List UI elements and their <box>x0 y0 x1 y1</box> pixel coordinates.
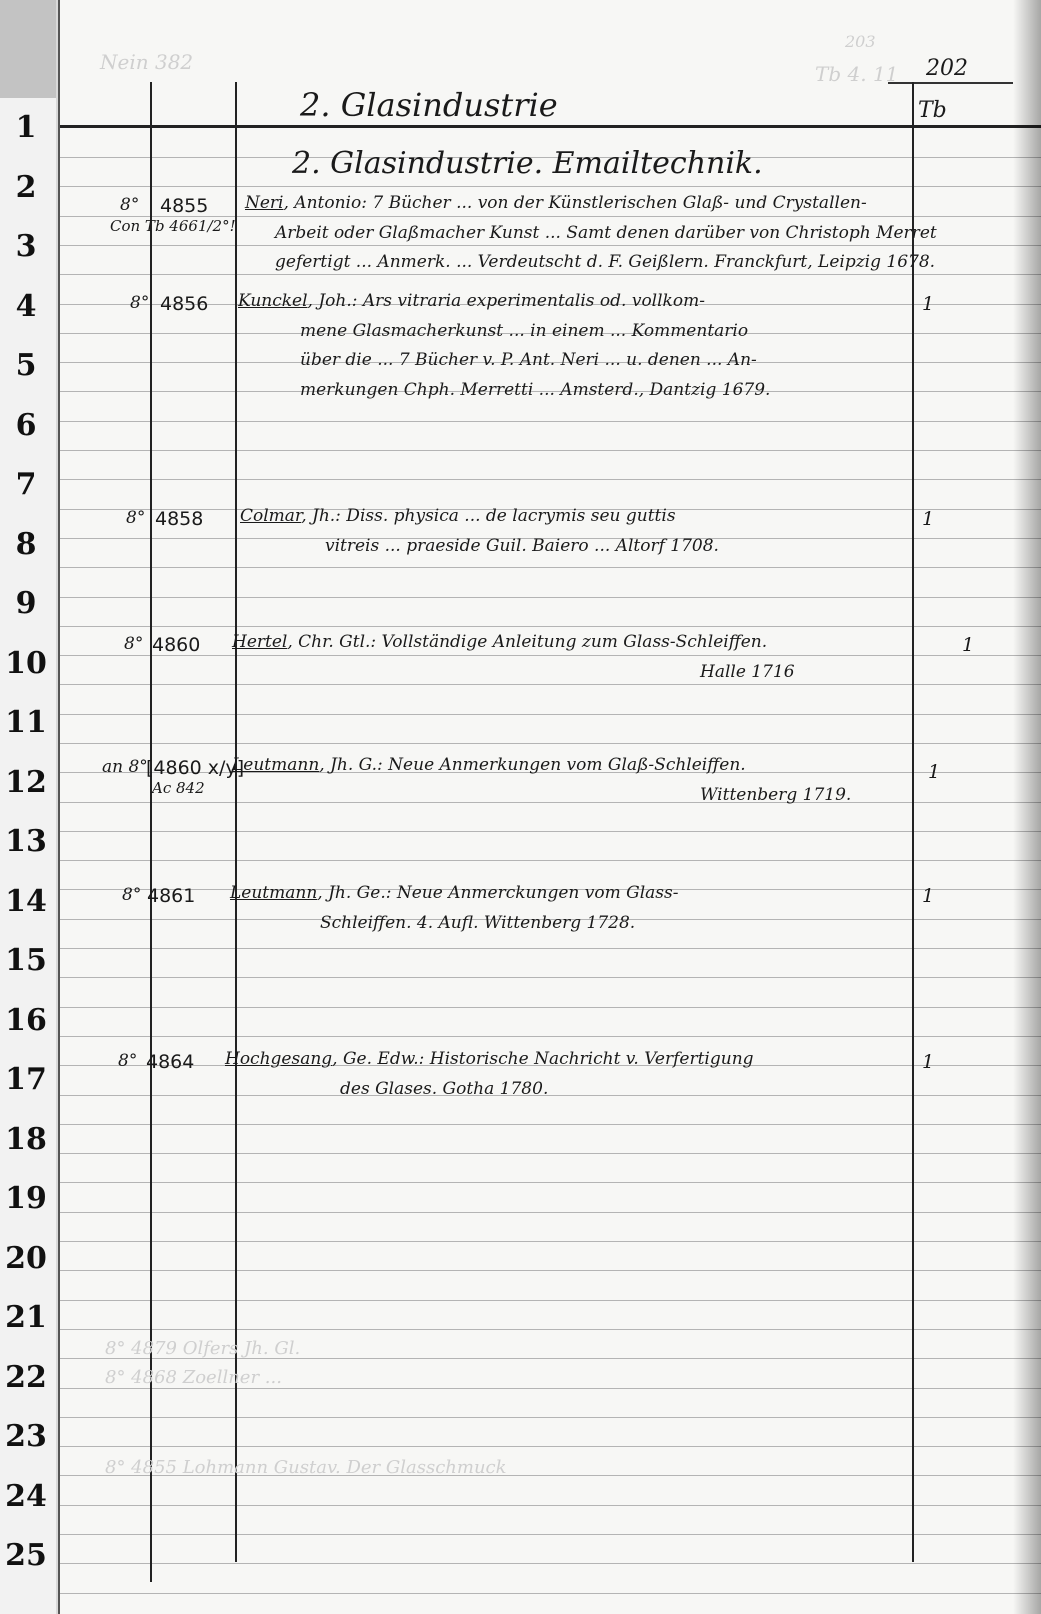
ruled-line <box>60 1417 1041 1418</box>
ruled-line <box>60 802 1041 803</box>
row-number: 9 <box>15 586 37 621</box>
row-number: 20 <box>5 1240 47 1276</box>
row-number: 18 <box>5 1121 47 1157</box>
row-number: 5 <box>15 348 37 383</box>
entry-title-line: mene Glasmacherkunst ... in einem ... Kommentario <box>300 320 749 341</box>
row-number: 8 <box>15 526 37 562</box>
ruled-line <box>60 977 1041 978</box>
row-number: 11 <box>5 705 47 740</box>
entry-author: Hertel <box>232 632 288 652</box>
row-number: 17 <box>5 1062 47 1097</box>
row-number: 4 <box>15 288 37 324</box>
entry-author: Leutmann <box>230 883 318 903</box>
entry-author: Neri <box>245 193 284 213</box>
ruled-line <box>60 1563 1041 1564</box>
row-number: 10 <box>5 645 47 681</box>
ruled-line <box>60 274 1041 275</box>
entry-format: 8° <box>124 634 144 654</box>
page-header-code: Tb <box>918 98 947 123</box>
entry-number: 4860 <box>152 634 201 656</box>
row-number: 1 <box>15 110 37 145</box>
ledger-page <box>58 0 1041 1614</box>
row-number: 21 <box>5 1300 47 1335</box>
entry-first-line <box>225 1049 754 1069</box>
ruled-line <box>60 684 1041 685</box>
entry-first-line <box>230 883 678 903</box>
row-number: 22 <box>5 1359 47 1395</box>
entry-count: 1 <box>922 1051 935 1073</box>
ruled-line <box>60 831 1041 832</box>
row-number: 13 <box>5 824 47 859</box>
entry-title-text: , Antonio: 7 Bücher ... von der Künstlerischen Glaß- und Crystallen- <box>283 193 867 213</box>
row-number: 3 <box>15 229 37 264</box>
ruled-line <box>60 1007 1041 1008</box>
entry-title-line: Schleiffen. 4. Aufl. Wittenberg 1728. <box>320 912 636 933</box>
entry-title-text: , Jh. G.: Neue Anmerkungen vom Glaß-Schleiffen. <box>319 755 746 775</box>
entry-title-text: , Ge. Edw.: Historische Nachricht v. Verfertigung <box>332 1049 754 1069</box>
ruled-line <box>60 1095 1041 1096</box>
header-rule <box>60 125 1041 128</box>
ruled-line <box>60 450 1041 451</box>
entry-title-line: Arbeit oder Glaßmacher Kunst ... Samt denen darüber von Christoph Merret <box>275 222 937 243</box>
entry-count: 1 <box>922 293 935 315</box>
entry-format: 8° <box>118 1051 138 1071</box>
entry-number: 4864 <box>146 1051 195 1073</box>
gutter-header-block <box>0 0 56 98</box>
row-number: 25 <box>5 1538 47 1573</box>
row-number: 7 <box>15 467 37 502</box>
row-number: 16 <box>5 1002 47 1038</box>
entry-first-line <box>238 291 705 311</box>
entry-count: 1 <box>962 634 975 656</box>
ghost-text-top-right: Tb 4. 11 <box>815 62 899 86</box>
row-number: 12 <box>5 764 47 800</box>
ruled-line <box>60 479 1041 480</box>
ghost-text-top-left: Nein 382 <box>100 50 194 74</box>
page-edge-shadow <box>1013 0 1041 1614</box>
row-number: 14 <box>5 883 47 919</box>
entry-title-text: , Jh.: Diss. physica ... de lacrymis seu guttis <box>301 506 676 526</box>
page-header-title: 2. Glasindustrie <box>300 86 558 124</box>
entry-author: Colmar <box>240 506 302 526</box>
row-number: 19 <box>5 1181 47 1216</box>
ruled-line <box>60 860 1041 861</box>
ruled-line <box>60 1329 1041 1330</box>
ruled-line <box>60 1212 1041 1213</box>
ruled-line <box>60 1241 1041 1242</box>
entry-title-line: des Glases. Gotha 1780. <box>340 1078 549 1099</box>
ruled-line <box>60 186 1041 187</box>
entry-number: [4860 x/y] <box>146 757 245 779</box>
entry-format: 8° <box>120 195 140 215</box>
ruled-line <box>60 655 1041 656</box>
entry-first-line <box>240 506 676 526</box>
ruled-line <box>60 626 1041 627</box>
ruled-line <box>60 714 1041 715</box>
ruled-line <box>60 1534 1041 1535</box>
entry-title-text: , Jh. Ge.: Neue Anmerckungen vom Glass- <box>317 883 679 903</box>
column-divider-count <box>912 82 914 1562</box>
row-number: 23 <box>5 1419 47 1454</box>
ruled-line <box>60 1182 1041 1183</box>
entry-first-line <box>232 632 767 652</box>
entry-author: Hochgesang <box>225 1049 333 1069</box>
entry-number: 4855 <box>160 195 209 217</box>
entry-author: Leutmann <box>232 755 320 775</box>
entry-title-line: merkungen Chph. Merretti ... Amsterd., Dantzig 1679. <box>300 379 771 400</box>
ruled-line <box>60 245 1041 246</box>
entry-format: an 8° <box>102 757 148 777</box>
entry-format: 8° <box>122 885 142 905</box>
entry-format: 8° <box>126 508 146 528</box>
entry-title-line: vitreis ... praeside Guil. Baiero ... Altorf 1708. <box>325 535 719 556</box>
entry-number: 4861 <box>147 885 196 907</box>
entry-first-line <box>245 193 867 213</box>
ghost-page-number: 203 <box>845 32 876 51</box>
entry-author: Kunckel <box>238 291 308 311</box>
entry-title-line: Halle 1716 <box>700 661 795 682</box>
entry-extra-shelfmark: Con Tb 4661/2°! <box>110 217 236 235</box>
ruled-line <box>60 1124 1041 1125</box>
ruled-line <box>60 1446 1041 1447</box>
entry-format: 8° <box>130 293 150 313</box>
entry-title-line: über die ... 7 Bücher v. P. Ant. Neri ... u. denen ... An- <box>300 350 757 370</box>
ruled-line <box>60 567 1041 568</box>
ruled-line <box>60 1270 1041 1271</box>
row-number: 2 <box>15 169 37 205</box>
entry-title-text: , Joh.: Ars vitraria experimentalis od. vollkom- <box>307 291 705 311</box>
entry-extra-shelfmark: Ac 842 <box>152 779 205 797</box>
ruled-line <box>60 421 1041 422</box>
entry-title-text: , Chr. Gtl.: Vollständige Anleitung zum Glass-Schleiffen. <box>287 632 768 652</box>
ruled-line <box>60 743 1041 744</box>
bleed-through-line: 8° 4879 Olfers Jh. Gl. <box>105 1338 301 1359</box>
entry-number: 4858 <box>155 508 204 530</box>
entry-count: 1 <box>922 885 935 907</box>
ruled-line <box>60 1300 1041 1301</box>
entry-count: 1 <box>922 508 935 530</box>
section-title: 2. Glasindustrie. Emailtechnik. <box>292 146 763 181</box>
ruled-line <box>60 1505 1041 1506</box>
bleed-through-line: 8° 4868 Zoellner ... <box>105 1367 282 1388</box>
entry-title-line: Wittenberg 1719. <box>700 784 852 805</box>
ruled-line <box>60 1036 1041 1037</box>
row-number: 6 <box>15 407 37 443</box>
page-number-rule <box>888 82 1013 84</box>
entry-number: 4856 <box>160 293 209 315</box>
ruled-line <box>60 1388 1041 1389</box>
entry-count: 1 <box>928 761 941 783</box>
row-number: 15 <box>5 943 47 978</box>
ruled-line <box>60 1153 1041 1154</box>
entry-title-line: gefertigt ... Anmerk. ... Verdeutscht d. F. Geißlern. Franckfurt, Leipzig 1678. <box>275 252 936 272</box>
ruled-line <box>60 1593 1041 1594</box>
entry-first-line <box>232 755 746 775</box>
row-number: 24 <box>5 1478 47 1514</box>
page-number: 202 <box>926 56 968 81</box>
bleed-through-line: 8° 4855 Lohmann Gustav. Der Glasschmuck <box>105 1457 507 1478</box>
ruled-line <box>60 948 1041 949</box>
ruled-line <box>60 597 1041 598</box>
